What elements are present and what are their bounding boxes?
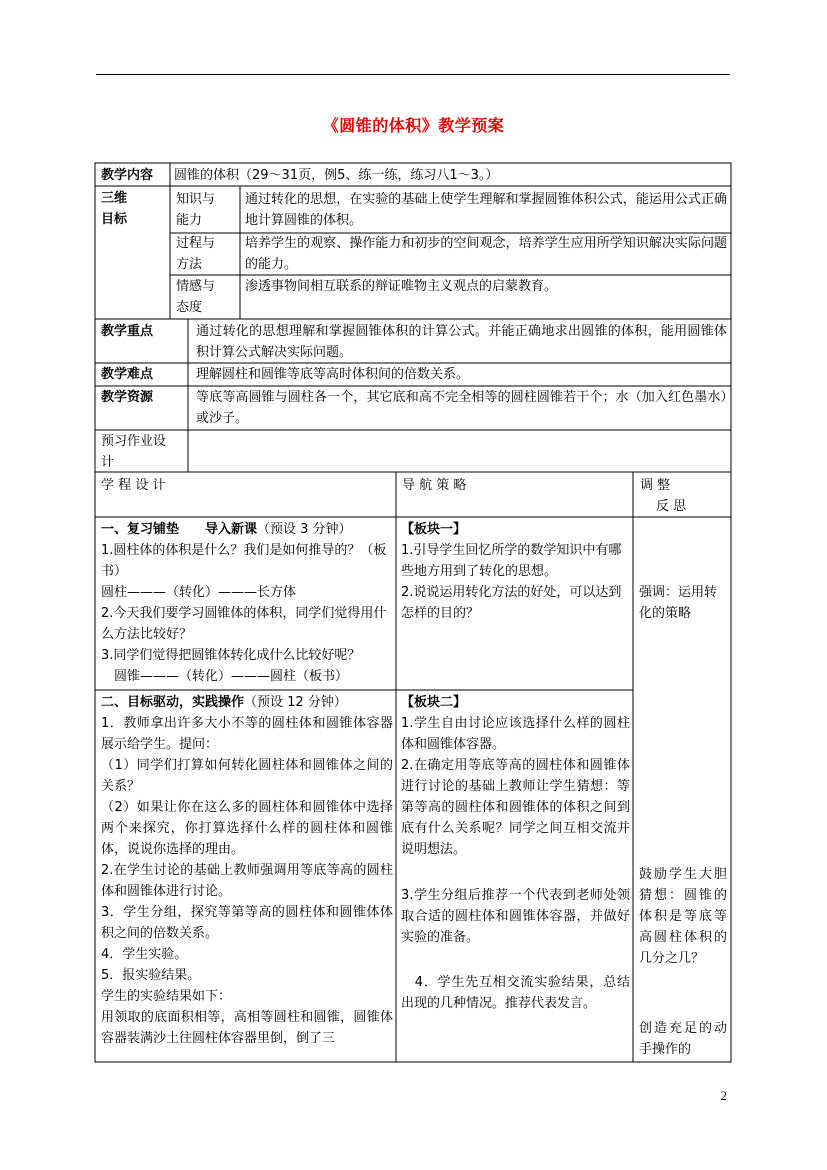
- section1-learning-body: 1.圆柱体的体积是什么？我们是如何推导的？（板书） 圆柱———（转化）———长方体 2.今天我们要学习圆锥体的体积，同学们觉得用什么方法比较好？ 3.同学们觉得把圆锥体转化成什么比较好呢？ 圆锥———（转化）———圆柱（板书）: [101, 543, 387, 684]
- column-guide: 导 航 策 略: [402, 478, 467, 493]
- section1-guide-body: 1.引导学生回忆所学的数学知识中有哪些地方用到了转化的思想。 2.说说运用转化方法的好处，可以达到怎样的目的？: [401, 543, 622, 621]
- section2-guide-body-2: 3.学生分组后推荐一个代表到老师处领取合适的圆柱体和圆锥体容器，并做好实验的准备。: [401, 888, 630, 945]
- section2-reflect-1: 鼓励学生大胆猜想：圆锥的体积是等底等高圆柱体积的几分之几？: [639, 867, 727, 966]
- section1-reflect: 强调：运用转化的策略: [639, 585, 718, 621]
- preview-label: 预习作业设 计: [101, 434, 167, 470]
- content-label: 教学内容: [101, 168, 154, 183]
- key-point-value: 通过转化的思想理解和掌握圆锥体积的计算公式。并能正确地求出圆锥的体积，能用圆锥体积计算公式解决实际问题。: [196, 324, 727, 360]
- page-number: 2: [720, 1088, 727, 1103]
- section2-reflect-2: 创造充足的动手操作的: [639, 1021, 727, 1057]
- section1-heading: [101, 519, 393, 540]
- column-learning: 学 程 设 计: [101, 478, 166, 493]
- section2-learning-body: 1．教师拿出许多大小不等的圆柱体和圆锥体容器展示给学生。提问： （1）同学们打算如何转化圆柱体和圆锥体之间的关系？ （2）如果让你在这么多的圆柱体和圆锥体中选择两个来探究，你打算选择什么样的圆柱体和圆锥体，说说你选择的理由。 2.在学生讨论的基础上教师强调用等底等高的圆柱体和圆锥体进行讨论。 3．学生分组，探究等第等高的圆柱体和圆锥体体积之间的倍数关系。 4．学生实验。 5．报实验结果。 学生的实验结果如下： 用领取的底面积相等，高相等圆柱和圆锥，圆锥体容器装满沙土往圆柱体容器里倒，倒了三: [101, 716, 393, 1046]
- key-point-label: 教学重点: [101, 324, 154, 339]
- section1-heading-note: （预设 3 分钟）: [257, 522, 352, 537]
- resources-label: 教学资源: [101, 390, 154, 405]
- resources-value: 等底等高圆锥与圆柱各一个，其它底和高不完全相等的圆柱圆锥若干个；水（加入红色墨水）或沙子。: [196, 390, 727, 426]
- section2-heading-note: （预设 12 分钟）: [244, 695, 347, 710]
- section1-guide-heading: 【板块一】: [401, 522, 467, 537]
- difficulty-label: 教学难点: [101, 367, 154, 382]
- objectives-label: 三维 目标: [101, 191, 128, 227]
- process-label: 过程与 方法: [176, 236, 216, 272]
- section2-guide-body-1: 1.学生自由讨论应该选择什么样的圆柱体和圆锥体容器。 2.在确定用等底等高的圆柱体和圆锥体进行讨论的基础上教师让学生猜想：等第等高的圆柱体和圆锥体的体积之间到底有什么关系呢？同学之间互相交流并说明想法。: [401, 716, 630, 857]
- attitude-value: 渗透事物间相互联系的辩证唯物主义观点的启蒙教育。: [245, 279, 558, 294]
- section2-heading: [101, 692, 393, 713]
- knowledge-value: 通过转化的思想，在实验的基础上使学生理解和掌握圆锥体积公式，能运用公式正确地计算圆锥的体积。: [245, 192, 727, 228]
- section2-heading-text: 二、目标驱动，实践操作: [101, 695, 245, 710]
- section1-heading-text: 一、复习铺垫 导入新课: [101, 522, 258, 537]
- column-reflect-1: 调 整: [640, 478, 671, 493]
- attitude-label: 情感与 态度: [176, 279, 216, 315]
- content-value: 圆锥的体积（29～31页，例5、练一练，练习八1～3。）: [174, 168, 499, 183]
- process-value: 培养学生的观察、操作能力和初步的空间观念，培养学生应用所学知识解决实际问题的能力。: [245, 236, 727, 272]
- difficulty-value: 理解圆柱和圆锥等底等高时体积间的倍数关系。: [196, 367, 470, 382]
- column-reflect-2: 反 思: [656, 499, 687, 514]
- document-title: 《圆锥的体积》教学预案: [322, 116, 505, 135]
- section2-guide-heading: 【板块二】: [401, 695, 467, 710]
- section2-guide-body-3: 4．学生先互相交流实验结果，总结出现的几种情况。推荐代表发言。: [401, 975, 630, 1011]
- knowledge-label: 知识与 能力: [176, 192, 216, 228]
